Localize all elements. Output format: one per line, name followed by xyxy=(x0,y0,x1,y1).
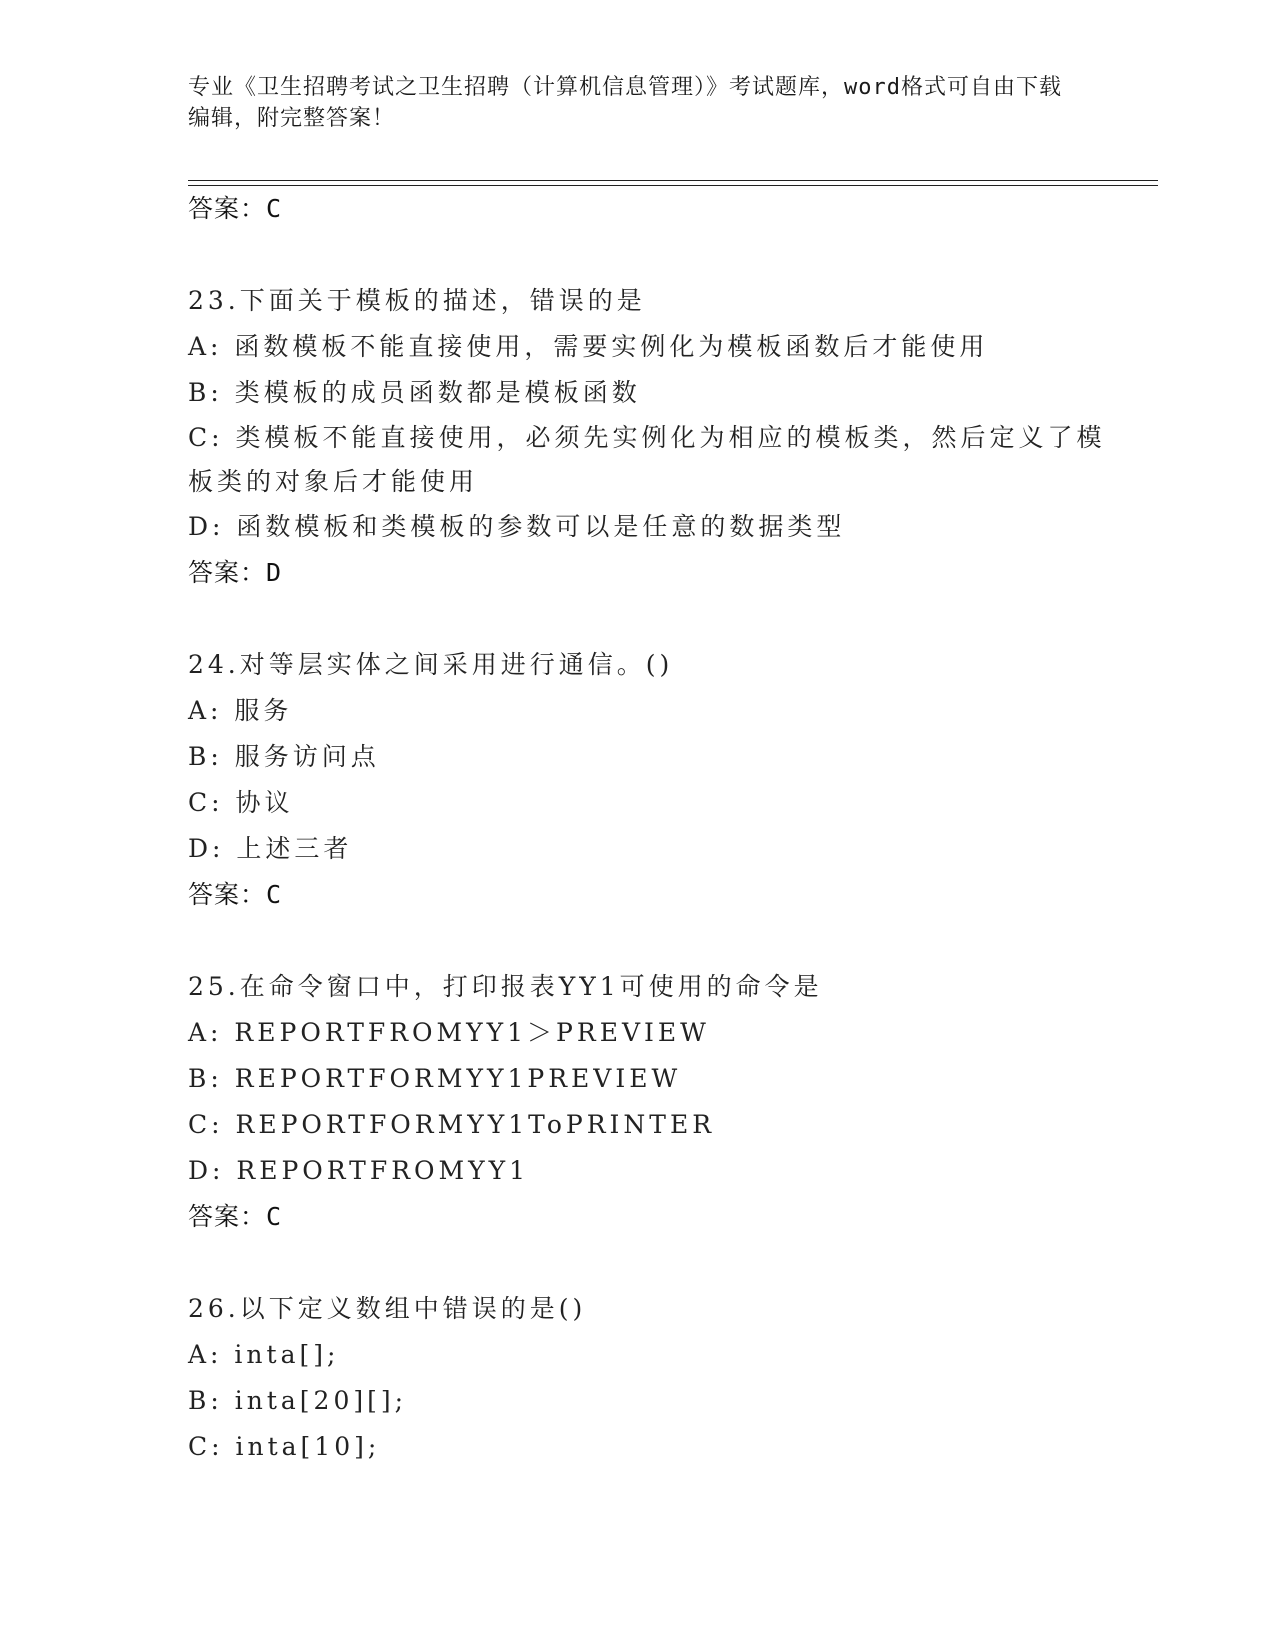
option-a: A: inta[]; xyxy=(188,1340,340,1369)
option-c: C: REPORTFORMYY1ToPRINTER xyxy=(188,1110,716,1139)
option-b: B: 服务访问点 xyxy=(188,742,380,771)
question-title: 26.以下定义数组中错误的是() xyxy=(188,1294,587,1323)
question-24 xyxy=(188,642,1128,918)
answer-line: 答案：C xyxy=(188,1202,283,1231)
question-25 xyxy=(188,964,1128,1240)
answer-line: 答案：C xyxy=(188,880,283,909)
question-23 xyxy=(188,278,1128,596)
option-d: D: 函数模板和类模板的参数可以是任意的数据类型 xyxy=(188,512,846,541)
header-divider-top xyxy=(188,180,1158,181)
question-26 xyxy=(188,1286,1128,1470)
option-b: B: REPORTFORMYY1PREVIEW xyxy=(188,1064,682,1093)
option-c: C: 类模板不能直接使用，必须先实例化为相应的模板类，然后定义了模板类的对象后才能使用 xyxy=(188,423,1106,496)
option-b: B: inta[20][]; xyxy=(188,1386,408,1415)
option-a: A: 服务 xyxy=(188,696,293,725)
answer-line: 答案：D xyxy=(188,558,283,587)
question-title: 25.在命令窗口中，打印报表YY1可使用的命令是 xyxy=(188,972,823,1001)
option-c: C: inta[10]; xyxy=(188,1432,381,1461)
option-b: B: 类模板的成员函数都是模板函数 xyxy=(188,378,641,407)
option-a: A: 函数模板不能直接使用，需要实例化为模板函数后才能使用 xyxy=(188,332,989,361)
option-c: C: 协议 xyxy=(188,788,294,817)
option-a: A: REPORTFROMYY1＞PREVIEW xyxy=(188,1018,710,1047)
question-title: 23.下面关于模板的描述，错误的是 xyxy=(188,286,646,315)
question-title: 24.对等层实体之间采用进行通信。() xyxy=(188,650,674,679)
option-d: D: 上述三者 xyxy=(188,834,353,863)
answer-line: 答案：C xyxy=(188,194,283,223)
question-content xyxy=(188,186,1128,1470)
option-d: D: REPORTFROMYY1 xyxy=(188,1156,530,1185)
document-header: 专业《卫生招聘考试之卫生招聘（计算机信息管理）》考试题库，word格式可自由下载编辑，附完整答案！ xyxy=(188,75,1062,131)
